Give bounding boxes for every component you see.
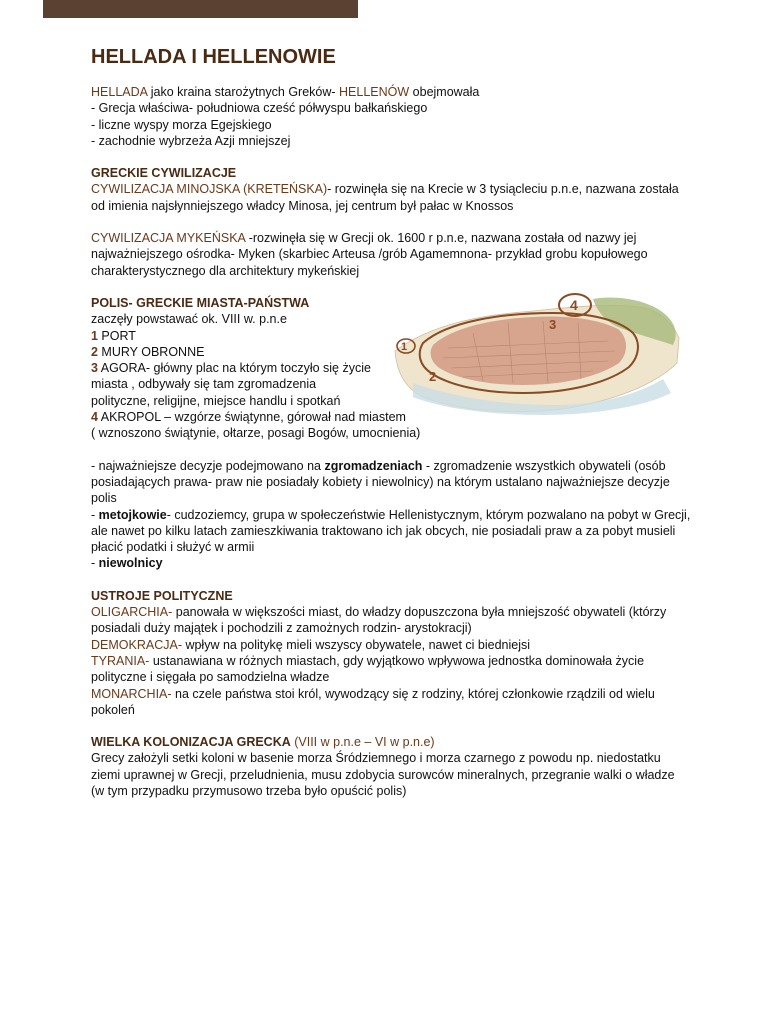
mycenaean-paragraph: CYWILIZACJA MYKEŃSKA -rozwinęła się w Grecji ok. 1600 r p.n.e, nazwana została od nazwy jej najważniejszego ośrodka- Myken (skarbiec Arteusa /grób Agamemnona- przykład grobu kopułowego charakterystycznego dla architektury mykeńskiej — [91, 231, 648, 278]
polis-item-agora-cont: miasta , odbywały się tam zgromadzenia — [91, 377, 317, 392]
slaves-paragraph: - niewolnicy — [91, 556, 163, 571]
section-heading-polis: POLIS- GRECKIE MIASTA-PAŃSTWA — [91, 295, 310, 310]
oligarchy-paragraph: OLIGARCHIA- panowała w większości miast, do władzy dopuszczona była mniejszość obywateli (którzy posiadali duży majątek i pochodzili z zamożnych rodzin- arystokracji) — [91, 605, 667, 636]
intro-list-item: - zachodnie wybrzeża Azji mniejszej — [91, 133, 291, 148]
mycenaean-term: CYWILIZACJA MYKEŃSKA — [91, 231, 246, 246]
metics-paragraph: - metojkowie- cudzoziemcy, grupa w społeczeństwie Hellenistycznym, którym pozwalano na pobyt w Grecji, ale nawet po kilku latach zamieszkiwania traktowano ich jak obcych, nie posiadali praw a za pobyt musieli płacić podatki i służyć w armii — [91, 507, 691, 555]
metics-term: metojkowie — [98, 507, 167, 522]
polis-item-agora: 3 AGORA- główny plac na którym toczyło się życie — [91, 361, 371, 376]
section-heading-systems: USTROJE POLITYCZNE — [91, 588, 233, 603]
polis-item-acropolis: 4 AKROPOL – wzgórze świątynne, górował nad miastem — [91, 410, 406, 425]
intro-list-item: - Grecja właściwa- południowa cześć półwyspu bałkańskiego — [91, 101, 428, 116]
monarchy-paragraph: MONARCHIA- na czele państwa stoi król, wywodzący się z rodziny, której członkowie rządzili od wielu pokoleń — [91, 686, 655, 717]
map-label-walls: 2 — [429, 369, 437, 384]
polis-illustration — [393, 293, 681, 415]
slaves-term: niewolnicy — [98, 556, 163, 571]
minoan-term: CYWILIZACJA MINOJSKA (KRETEŃSKA) — [91, 182, 328, 197]
colonization-period: (VIII w p.n.e – VI w p.n.e) — [290, 735, 435, 750]
page-title: HELLADA I HELLENOWIE — [91, 46, 336, 68]
colonization-paragraph: Grecy założyli setki koloni w basenie morza Śródziemnego i morza czarnego z powodu np. niedostatku ziemi uprawnej w Grecji, przeludnienia, musu zdobycia surowców mineralnych, przegranie walki o władze (w tym przypadku przymusowo trzeba było opuścić polis) — [91, 751, 675, 798]
tyranny-paragraph: TYRANIA- ustanawiana w różnych miastach, gdy wyjątkowo wpływowa jednostka dominowała życie polityczne i sięgała po samodzielna władze — [91, 653, 645, 685]
democracy-paragraph: DEMOKRACJA- wpływ na politykę mieli wszyscy obywatele, nawet ci biedniejsi — [91, 637, 531, 652]
assembly-term: zgromadzeniach — [324, 458, 423, 473]
section-heading-colonization: WIELKA KOLONIZACJA GRECKA — [91, 735, 291, 750]
polis-item-acropolis-cont: ( wznoszono świątynie, ołtarze, posagi Bogów, umocnienia) — [91, 426, 421, 441]
document-body — [91, 44, 691, 799]
map-label-acropolis: 4 — [570, 297, 578, 313]
hellada-term: HELLADA — [91, 85, 148, 99]
polis-intro: zaczęły powstawać ok. VIII w. p.n.e — [91, 312, 287, 327]
democracy-term: DEMOKRACJA- — [91, 637, 182, 652]
polis-item-walls: 2 MURY OBRONNE — [91, 344, 205, 359]
section-heading-civilizations: GRECKIE CYWILIZACJE — [91, 166, 237, 181]
colonization-heading-line — [91, 734, 691, 750]
polis-item-port: 1 PORT — [91, 328, 136, 343]
header-bar — [43, 0, 358, 18]
intro-paragraph: HELLADA jako kraina starożytnych Greków- HELLENÓW obejmowała — [91, 85, 480, 99]
polis-item-agora-cont: polityczne, religijne, miejsce handlu i spotkań — [91, 393, 341, 408]
assembly-paragraph: - najważniejsze decyzje podejmowano na zgromadzeniach - zgromadzenie wszystkich obywateli (osób posiadających prawa- praw nie posiadały kobiety i niewolnicy) na którym ustalano najważniejsze decyzje polis — [91, 458, 670, 506]
map-label-agora: 3 — [549, 317, 557, 332]
oligarchy-term: OLIGARCHIA- — [91, 605, 173, 620]
monarchy-term: MONARCHIA- — [91, 686, 172, 701]
tyranny-term: TYRANIA- — [91, 653, 150, 668]
intro-list-item: - liczne wyspy morza Egejskiego — [91, 117, 272, 132]
minoan-paragraph: CYWILIZACJA MINOJSKA (KRETEŃSKA)- rozwinęła się na Krecie w 3 tysiącleciu p.n.e, nazwana została od imienia najsłynniejszego władcy Minosa, jej centrum był pałac w Knossos — [91, 182, 679, 213]
hellenow-term: HELLENÓW — [339, 85, 410, 99]
map-label-port: 1 — [401, 341, 408, 353]
